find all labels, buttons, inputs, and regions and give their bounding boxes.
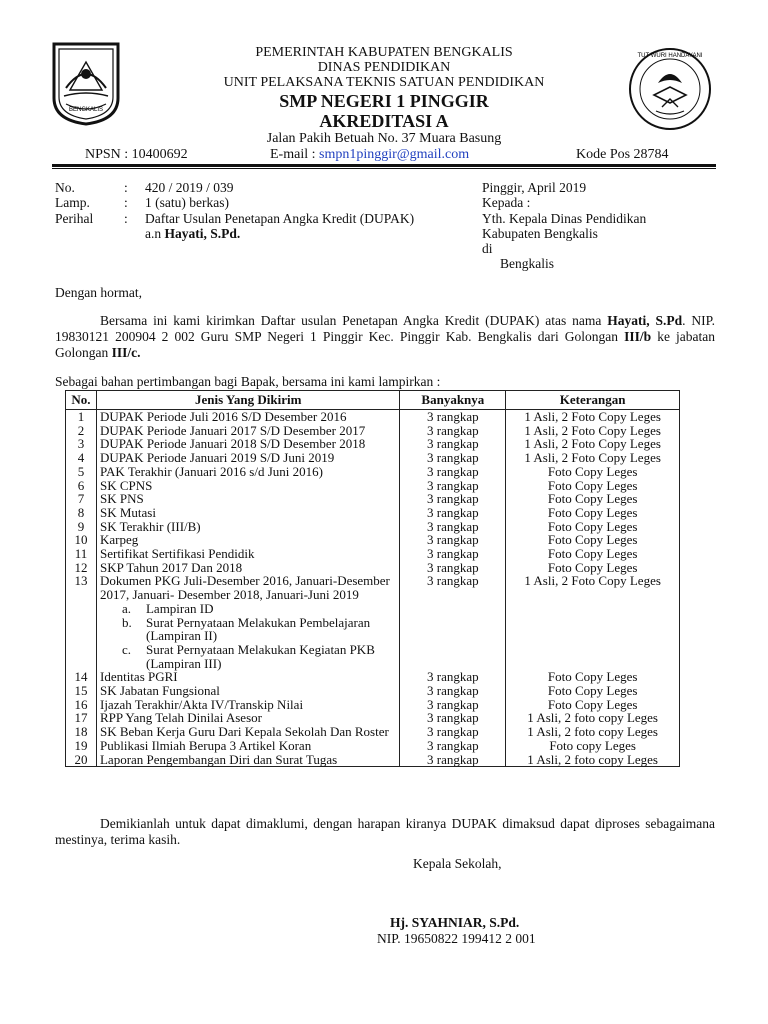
row-note: Foto copy Leges xyxy=(506,739,680,753)
row-number: 20 xyxy=(66,753,97,767)
row-note: 1 Asli, 2 foto copy Leges xyxy=(506,753,680,767)
row-quantity: 3 rangkap xyxy=(400,574,506,670)
row-item-text: Identitas PGRI xyxy=(99,669,178,685)
row-item-text: DUPAK Periode Januari 2017 S/D Desember 2017 xyxy=(99,422,366,438)
row-quantity: 3 rangkap xyxy=(400,739,506,753)
row-note: Foto Copy Leges xyxy=(506,547,680,561)
row-number: 19 xyxy=(66,739,97,753)
npsn: NPSN : 10400692 xyxy=(85,147,188,162)
row-note: Foto Copy Leges xyxy=(506,561,680,575)
accreditation: AKREDITASI A xyxy=(319,111,449,131)
header-item: Jenis Yang Dikirim xyxy=(96,391,399,410)
row-number: 14 xyxy=(66,670,97,684)
perihal-an-prefix: a.n xyxy=(145,226,165,241)
row-number: 6 xyxy=(66,479,97,493)
row-number: 5 xyxy=(66,465,97,479)
row-quantity: 3 rangkap xyxy=(400,753,506,767)
row-note: Foto Copy Leges xyxy=(506,684,680,698)
letterhead-line-1: PEMERINTAH KABUPATEN BENGKALIS xyxy=(255,45,513,60)
right-logo-text: TUT WURI HANDAYANI xyxy=(637,53,703,59)
p1-text-c: ke jabatan Golongan xyxy=(55,329,715,360)
row-number: 2 xyxy=(66,424,97,438)
row-note: 1 Asli, 2 Foto Copy Leges xyxy=(506,574,680,670)
school-name: SMP NEGERI 1 PINGGIR xyxy=(279,91,489,111)
row-note: Foto Copy Leges xyxy=(506,698,680,712)
row-quantity: 3 rangkap xyxy=(400,506,506,520)
row-quantity: 3 rangkap xyxy=(400,547,506,561)
row-number: 3 xyxy=(66,437,97,451)
table-row xyxy=(66,492,680,506)
perihal-label: Perihal xyxy=(55,211,94,226)
row-quantity: 3 rangkap xyxy=(400,684,506,698)
sub-item-letter: b. xyxy=(121,614,132,630)
row-item-text: Ijazah Terakhir/Akta IV/Transkip Nilai xyxy=(99,696,304,712)
row-number: 17 xyxy=(66,711,97,725)
recipient-di: di xyxy=(482,241,493,256)
recipient-place: Bengkalis xyxy=(500,256,554,271)
row-item-text: DUPAK Periode Januari 2019 S/D Juni 2019 xyxy=(99,450,335,466)
perihal-name: Hayati, S.Pd. xyxy=(164,226,241,241)
table-row xyxy=(66,725,680,739)
table-row xyxy=(66,698,680,712)
row-quantity: 3 rangkap xyxy=(400,465,506,479)
email-label: E-mail : xyxy=(270,147,319,162)
table-row xyxy=(66,753,680,767)
row-number: 13 xyxy=(66,574,97,670)
no-value: 420 / 2019 / 039 xyxy=(145,180,234,195)
row-quantity: 3 rangkap xyxy=(400,725,506,739)
row-item-text: Laporan Pengembangan Diri dan Surat Tugas xyxy=(99,751,338,767)
row-item xyxy=(96,492,399,506)
row-item xyxy=(96,753,399,767)
row-quantity: 3 rangkap xyxy=(400,451,506,465)
row-number: 7 xyxy=(66,492,97,506)
no-label: No. xyxy=(55,180,75,195)
kepada-label: Kepada : xyxy=(482,195,531,210)
perihal-value: Daftar Usulan Penetapan Angka Kredit (DUPAK) xyxy=(145,211,415,226)
letter-date: Pinggir, April 2019 xyxy=(482,180,587,195)
row-item-text: Karpeg xyxy=(99,532,139,548)
row-item xyxy=(96,451,399,465)
signature-title: Kepala Sekolah, xyxy=(413,856,502,871)
table-row xyxy=(66,561,680,575)
row-note: Foto Copy Leges xyxy=(506,670,680,684)
table-row xyxy=(66,437,680,451)
row-item xyxy=(96,561,399,575)
table-row xyxy=(66,410,680,424)
table-row xyxy=(66,465,680,479)
sub-item-text: Surat Pernyataan Melakukan Kegiatan PKB (Lampiran III) xyxy=(145,641,375,671)
row-item xyxy=(96,437,399,451)
row-number: 10 xyxy=(66,533,97,547)
row-item xyxy=(96,424,399,438)
lamp-label: Lamp. xyxy=(55,195,90,210)
row-item xyxy=(96,520,399,534)
table-row xyxy=(66,533,680,547)
closing-paragraph: Demikianlah untuk dapat dimaklumi, dengan harapan kiranya DUPAK dimaksud dapat diproses sebagaimana mestinya, terima kasih. xyxy=(55,816,715,847)
row-note: 1 Asli, 2 Foto Copy Leges xyxy=(506,410,680,424)
row-quantity: 3 rangkap xyxy=(400,424,506,438)
row-item-text: SK Mutasi xyxy=(99,504,156,520)
letterhead-line-3: UNIT PELAKSANA TEKNIS SATUAN PENDIDIKAN xyxy=(223,75,545,90)
row-quantity: 3 rangkap xyxy=(400,410,506,424)
p1-from-grade: III/b xyxy=(624,329,652,344)
row-item xyxy=(96,574,399,670)
row-item xyxy=(96,506,399,520)
no-colon: : xyxy=(124,180,128,195)
row-note: Foto Copy Leges xyxy=(506,520,680,534)
row-item-text: Publikasi Ilmiah Berupa 3 Artikel Koran xyxy=(99,737,312,753)
signature-nip: NIP. 19650822 199412 2 001 xyxy=(377,931,536,946)
table-header-row xyxy=(66,391,680,410)
table-row xyxy=(66,424,680,438)
table-row xyxy=(66,479,680,493)
perihal-an xyxy=(145,226,240,242)
row-number: 15 xyxy=(66,684,97,698)
row-quantity: 3 rangkap xyxy=(400,698,506,712)
postcode: Kode Pos 28784 xyxy=(576,147,669,162)
sub-item xyxy=(100,602,396,616)
row-item-text: PAK Terakhir (Januari 2016 s/d Juni 2016) xyxy=(99,463,323,479)
p1-name: Hayati, S.Pd xyxy=(607,313,683,328)
p1-text-a: Bersama ini kami kirimkan Daftar usulan Penetapan Angka Kredit (DUPAK) atas nama xyxy=(100,313,608,328)
email-link[interactable]: smpn1pinggir@gmail.com xyxy=(319,147,470,162)
row-number: 8 xyxy=(66,506,97,520)
lamp-colon: : xyxy=(124,195,128,210)
attachments-table xyxy=(65,390,680,767)
row-number: 11 xyxy=(66,547,97,561)
row-note: Foto Copy Leges xyxy=(506,506,680,520)
header-rule-thick xyxy=(52,164,716,167)
row-item-text: DUPAK Periode Juli 2016 S/D Desember 2016 xyxy=(99,409,347,424)
row-item xyxy=(96,711,399,725)
row-number: 12 xyxy=(66,561,97,575)
row-note: 1 Asli, 2 foto copy Leges xyxy=(506,725,680,739)
table-row xyxy=(66,547,680,561)
row-number: 4 xyxy=(66,451,97,465)
school-address: Jalan Pakih Betuah No. 37 Muara Basung xyxy=(266,131,502,146)
row-number: 9 xyxy=(66,520,97,534)
row-item-text: SK Beban Kerja Guru Dari Kepala Sekolah Dan Roster xyxy=(99,724,389,740)
row-note: 1 Asli, 2 Foto Copy Leges xyxy=(506,437,680,451)
sub-item xyxy=(100,643,396,670)
header-note: Keterangan xyxy=(506,391,680,410)
row-quantity: 3 rangkap xyxy=(400,520,506,534)
row-quantity: 3 rangkap xyxy=(400,492,506,506)
email-line xyxy=(270,147,469,163)
row-note: Foto Copy Leges xyxy=(506,479,680,493)
table-row xyxy=(66,574,680,670)
greeting: Dengan hormat, xyxy=(55,285,142,300)
left-logo-text: BENGKALIS xyxy=(68,107,104,113)
row-item xyxy=(96,533,399,547)
row-item-text: SKP Tahun 2017 Dan 2018 xyxy=(99,559,243,575)
table-row xyxy=(66,739,680,753)
row-item-text: SK CPNS xyxy=(99,477,153,493)
table-row xyxy=(66,670,680,684)
row-item xyxy=(96,410,399,424)
table-row xyxy=(66,506,680,520)
row-number: 16 xyxy=(66,698,97,712)
row-item xyxy=(96,739,399,753)
row-item xyxy=(96,684,399,698)
row-quantity: 3 rangkap xyxy=(400,479,506,493)
p1-to-grade: III/c. xyxy=(111,345,141,360)
row-number: 18 xyxy=(66,725,97,739)
row-note: Foto Copy Leges xyxy=(506,492,680,506)
body-paragraph-1 xyxy=(55,313,715,361)
row-item-text: Dokumen PKG Juli-Desember 2016, Januari-Desember 2017, Januari- Desember 2018, Januari-Juni 2019 xyxy=(99,573,390,603)
letterhead-line-2: DINAS PENDIDIKAN xyxy=(317,60,451,75)
row-item xyxy=(96,547,399,561)
row-item xyxy=(96,670,399,684)
row-quantity: 3 rangkap xyxy=(400,670,506,684)
table-row xyxy=(66,684,680,698)
table-body xyxy=(66,410,680,767)
row-note: 1 Asli, 2 Foto Copy Leges xyxy=(506,451,680,465)
sub-item-letter: c. xyxy=(121,641,132,657)
table-row xyxy=(66,451,680,465)
header-qty: Banyaknya xyxy=(400,391,506,410)
signature-name: Hj. SYAHNIAR, S.Pd. xyxy=(390,915,520,930)
recipient-line-1: Yth. Kepala Dinas Pendidikan xyxy=(482,211,647,226)
header-rule-thin xyxy=(52,168,716,169)
row-item xyxy=(96,465,399,479)
row-quantity: 3 rangkap xyxy=(400,711,506,725)
sub-item-text: Lampiran ID xyxy=(145,600,214,616)
sub-item xyxy=(100,616,396,643)
lamp-value: 1 (satu) berkas) xyxy=(145,195,229,210)
row-item xyxy=(96,698,399,712)
row-item xyxy=(96,479,399,493)
row-number: 1 xyxy=(66,410,97,424)
row-item-text: RPP Yang Telah Dinilai Asesor xyxy=(99,710,262,726)
row-quantity: 3 rangkap xyxy=(400,533,506,547)
row-quantity: 3 rangkap xyxy=(400,561,506,575)
row-note: 1 Asli, 2 foto copy Leges xyxy=(506,711,680,725)
row-item xyxy=(96,725,399,739)
row-item-text: Sertifikat Sertifikasi Pendidik xyxy=(99,546,255,562)
row-item-text: SK Terakhir (III/B) xyxy=(99,518,201,534)
row-note: 1 Asli, 2 Foto Copy Leges xyxy=(506,424,680,438)
row-item-text: SK PNS xyxy=(99,491,144,507)
table-row xyxy=(66,711,680,725)
header-no: No. xyxy=(66,391,97,410)
row-item-text: SK Jabatan Fungsional xyxy=(99,683,220,699)
sub-item-letter: a. xyxy=(121,600,132,616)
table-row xyxy=(66,520,680,534)
sub-item-text: Surat Pernyataan Melakukan Pembelajaran (Lampiran II) xyxy=(145,614,371,644)
row-note: Foto Copy Leges xyxy=(506,533,680,547)
body-paragraph-2: Sebagai bahan pertimbangan bagi Bapak, bersama ini kami lampirkan : xyxy=(55,374,441,389)
p1-text-b: . NIP. 19830121 200904 2 002 Guru SMP Negeri 1 Pinggir Kec. Pinggir Kab. Bengkalis dari Golongan xyxy=(55,313,715,344)
perihal-colon: : xyxy=(124,211,128,226)
row-note: Foto Copy Leges xyxy=(506,465,680,479)
recipient-line-2: Kabupaten Bengkalis xyxy=(482,226,598,241)
row-quantity: 3 rangkap xyxy=(400,437,506,451)
row-item-text: DUPAK Periode Januari 2018 S/D Desember 2018 xyxy=(99,436,366,452)
